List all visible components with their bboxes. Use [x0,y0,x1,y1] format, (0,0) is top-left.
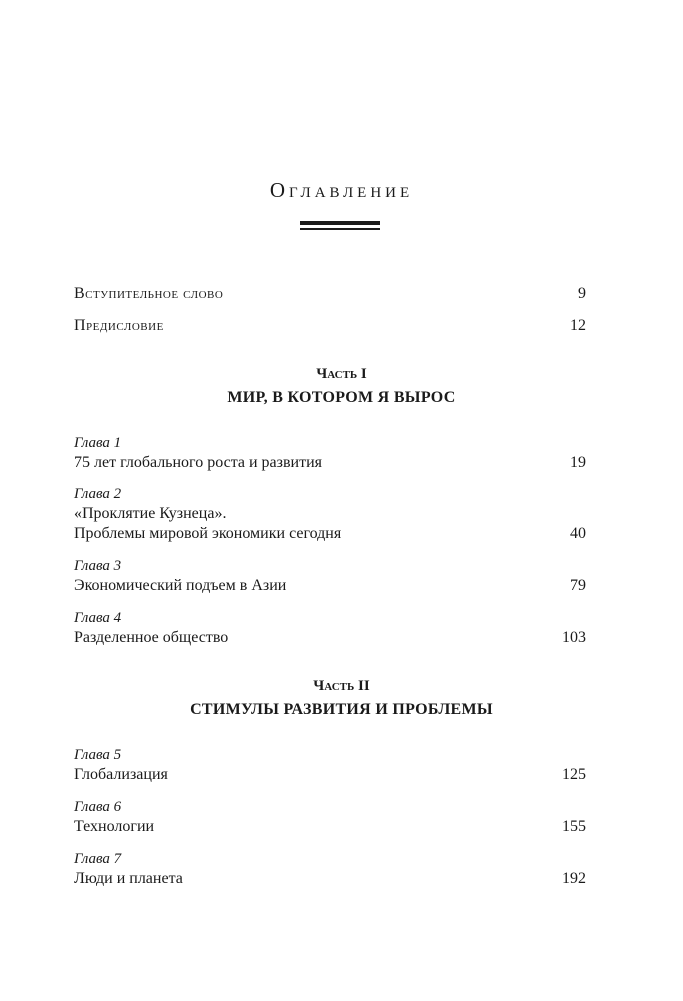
chapter-1-label: Глава 1 [74,435,122,451]
chapter-5-label: Глава 5 [74,747,122,763]
toc-entry-chapter-6[interactable] [74,817,586,837]
part-2-label: Часть II [313,678,370,694]
entry-label: Экономический подъем в Азии [74,577,287,594]
entry-label: Люди и планета [74,870,183,887]
toc-entry-chapter-5[interactable] [74,765,586,785]
entry-label: Разделенное общество [74,629,229,646]
entry-page: 103 [562,629,586,646]
toc-entry-preface[interactable] [74,316,586,336]
entry-page: 79 [570,577,586,594]
part-1-title: МИР, В КОТОРОМ Я ВЫРОС [227,389,456,406]
chapter-6-label: Глава 6 [74,799,122,815]
part-2-title: СТИМУЛЫ РАЗВИТИЯ И ПРОБЛЕМЫ [190,701,493,718]
chapter-2-label: Глава 2 [74,486,122,502]
chapter-2-line-1: «Проклятие Кузнеца». [74,505,227,522]
toc-entry-chapter-3[interactable] [74,576,586,596]
entry-label: 75 лет глобального роста и развития [74,454,323,471]
part-1-label: Часть I [316,366,367,382]
chapter-4-label: Глава 4 [74,610,122,626]
toc-entry-chapter-1[interactable] [74,453,586,473]
entry-page: 9 [578,285,586,302]
toc-entry-chapter-2[interactable] [74,524,586,544]
entry-label: Проблемы мировой экономики сегодня [74,525,342,542]
toc-entry-foreword[interactable] [74,284,586,304]
chapter-3-label: Глава 3 [74,558,122,574]
toc-entry-chapter-4[interactable] [74,628,586,648]
entry-page: 192 [562,870,586,887]
entry-page: 40 [570,525,586,542]
entry-page: 155 [562,818,586,835]
entry-label: Вступительное слово [74,285,224,302]
toc-title: Оглавление [269,178,414,202]
title-rule-thin [300,228,380,230]
entry-page: 19 [570,454,586,471]
entry-page: 12 [570,317,586,334]
title-rule-thick [300,221,380,225]
entry-label: Технологии [74,818,155,835]
toc-entry-chapter-7[interactable] [74,869,586,889]
chapter-7-label: Глава 7 [74,851,122,867]
entry-label: Глобализация [74,766,168,783]
entry-page: 125 [562,766,586,783]
entry-label: Предисловие [74,317,164,334]
